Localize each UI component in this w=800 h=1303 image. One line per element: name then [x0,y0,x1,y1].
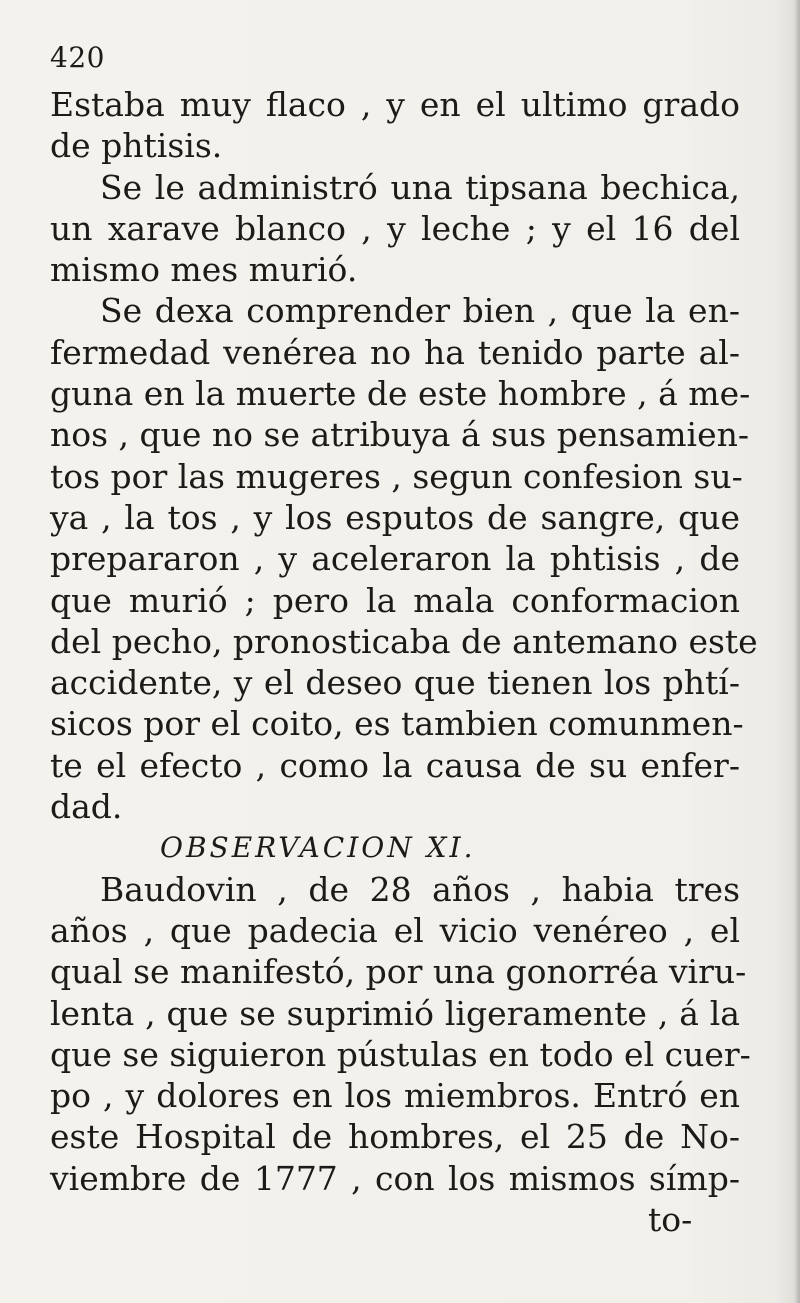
text-line: este Hospital de hombres, el 25 de No- [50,1117,740,1157]
text-line: Se le administró una tipsana bechica, [100,167,740,207]
text-line: sicos por el coito, es tambien comunmen- [50,704,744,744]
text-line: viembre de 1777 , con los mismos símp- [50,1158,740,1198]
section-heading: OBSERVACION XI. [160,831,476,865]
text-line: po , y dolores en los miembros. Entró en [50,1076,740,1116]
page-number: 420 [50,41,105,74]
text-line: qual se manifestó, por una gonorréa viru- [50,952,747,992]
text-line: años , que padecia el vicio venéreo , el [50,910,740,950]
text-line: te el efecto , como la causa de su enfer- [50,745,740,785]
text-line: que se siguieron pústulas en todo el cuer- [50,1034,751,1074]
text-line: tos por las mugeres , segun confesion su- [50,456,743,496]
text-line: dad. [50,787,123,827]
text-line: mismo mes murió. [50,250,358,290]
text-line: Baudovin , de 28 años , habia tres [100,869,740,909]
text-line: prepararon , y aceleraron la phtisis , de [50,539,740,579]
text-line: fermedad venérea no ha tenido parte al- [50,332,740,372]
text-line: guna en la muerte de este hombre , á me- [50,374,751,414]
text-line: un xarave blanco , y leche ; y el 16 del [50,208,740,248]
text-line: del pecho, pronosticaba de antemano este [50,621,758,661]
catchword: to- [648,1200,693,1240]
text-line: lenta , que se suprimió ligeramente , á la [50,993,740,1033]
page-edge-shadow [794,0,800,1303]
body-text [50,84,758,1240]
text-line: Se dexa comprender bien , que la en- [100,291,740,331]
text-line: accidente, y el deseo que tienen los phtí- [50,663,740,703]
text-line: Estaba muy flaco , y en el ultimo grado [50,85,740,124]
text-line: nos , que no se atribuya á sus pensamien- [50,415,750,455]
text-line: de phtisis. [50,126,223,166]
text-line: ya , la tos , y los esputos de sangre, que [50,497,740,537]
text-line: que murió ; pero la mala conformacion [50,580,740,620]
